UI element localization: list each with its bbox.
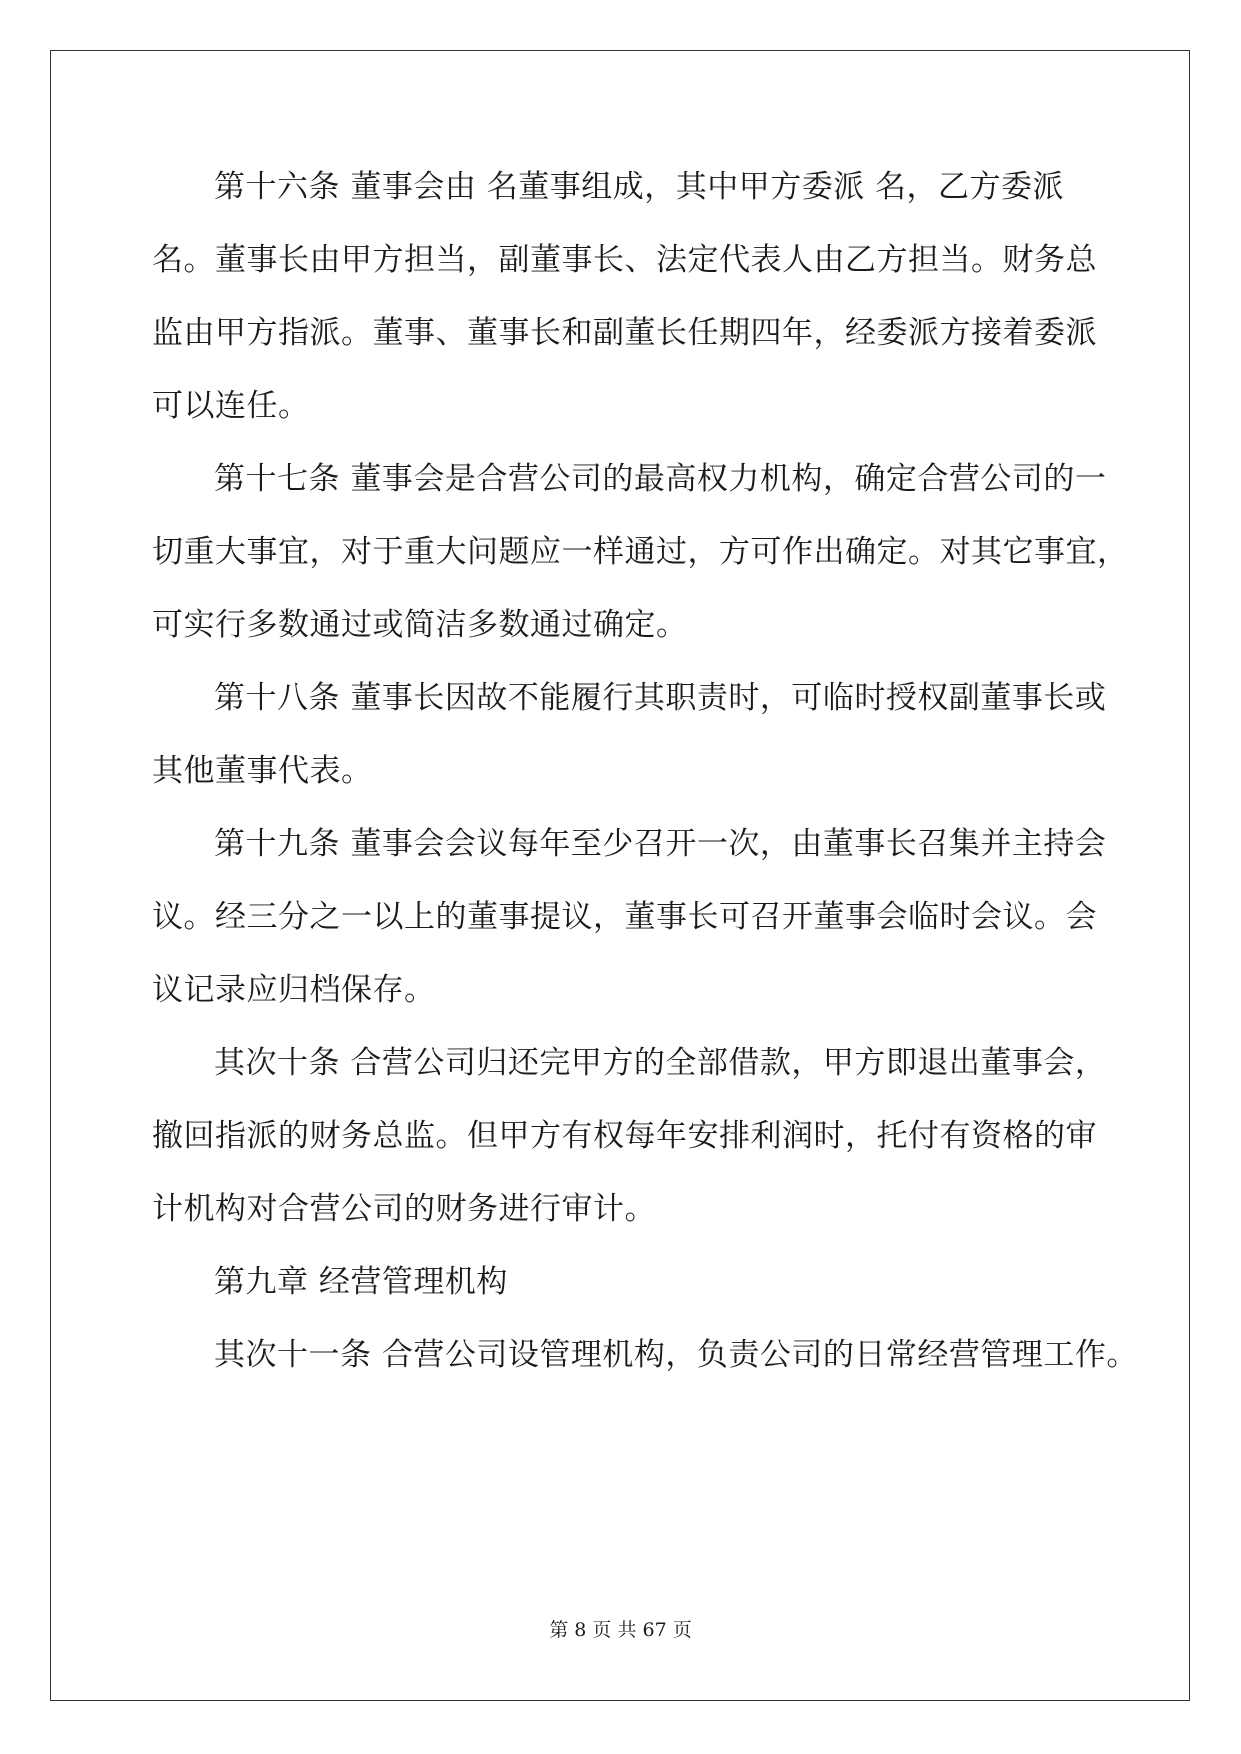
article-16-line-3: 监由甲方指派。董事、董事长和副董长任期四年，经委派方接着委派 — [152, 315, 1097, 351]
article-19-line-3: 议记录应归档保存。 — [152, 972, 436, 1008]
article-19-line-2: 议。经三分之一以上的董事提议，董事长可召开董事会临时会议。会 — [152, 899, 1097, 935]
page-number-footer: 第 8 页 共 67 页 — [549, 1619, 692, 1641]
article-20-line-1: 其次十条 合营公司归还完甲方的全部借款，甲方即退出董事会， — [214, 1045, 1107, 1081]
article-16-line-1: 第十六条 董事会由 名董事组成，其中甲方委派 名，乙方委派 — [214, 169, 1065, 205]
article-16-line-4: 可以连任。 — [152, 388, 310, 424]
chapter-9-heading: 第九章 经营管理机构 — [214, 1264, 508, 1300]
article-17-line-1: 第十七条 董事会是合营公司的最高权力机构，确定合营公司的一 — [214, 461, 1107, 497]
article-18-line-1: 第十八条 董事长因故不能履行其职责时，可临时授权副董事长或 — [214, 680, 1107, 716]
article-16-line-2: 名。董事长由甲方担当，副董事长、法定代表人由乙方担当。财务总 — [152, 242, 1097, 278]
article-20-line-2: 撤回指派的财务总监。但甲方有权每年安排利润时，托付有资格的审 — [152, 1118, 1097, 1154]
article-17-line-2: 切重大事宜，对于重大问题应一样通过，方可作出确定。对其它事宜， — [152, 534, 1129, 570]
article-17-line-3: 可实行多数通过或简洁多数通过确定。 — [152, 607, 688, 643]
article-18-line-2: 其他董事代表。 — [152, 753, 373, 789]
article-19-line-1: 第十九条 董事会会议每年至少召开一次，由董事长召集并主持会 — [214, 826, 1107, 862]
article-20-line-3: 计机构对合营公司的财务进行审计。 — [152, 1191, 656, 1227]
page-border — [50, 50, 1190, 1701]
article-21-line-1: 其次十一条 合营公司设管理机构，负责公司的日常经营管理工作。 — [214, 1337, 1138, 1373]
